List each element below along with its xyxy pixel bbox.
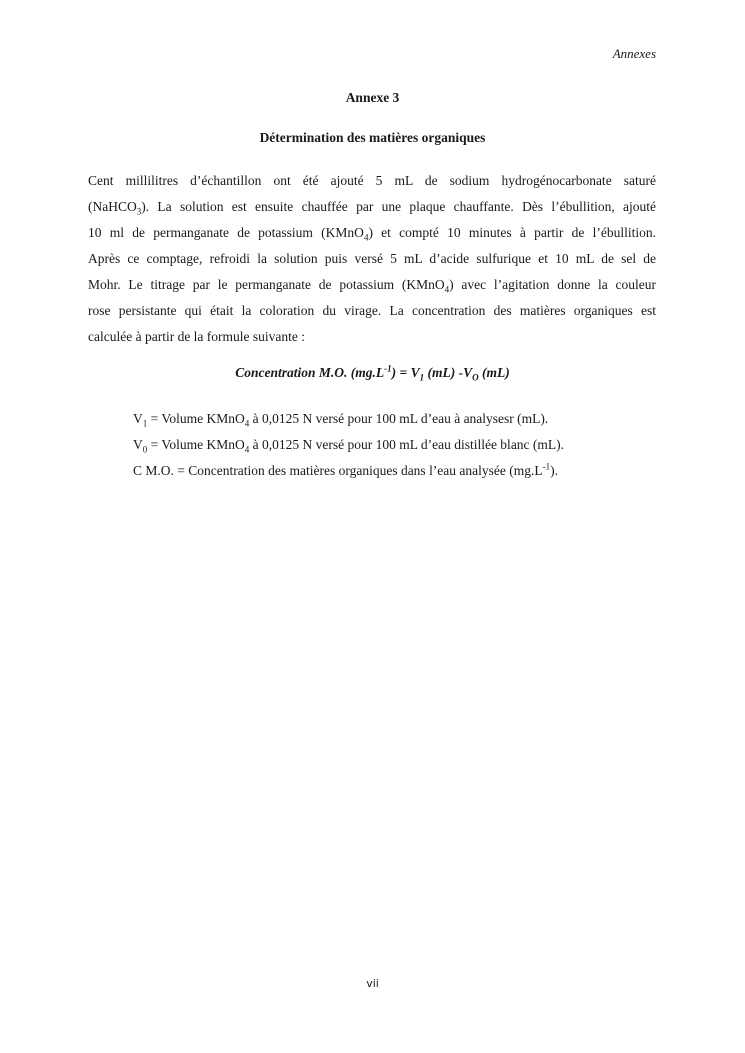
- formula: Concentration M.O. $(mg.L^{-1}) = V_1$ (mL) $-V_O$ (mL): [235, 363, 510, 383]
- annex-number: Annexe 3: [345, 90, 400, 105]
- section-title: Détermination des matières organiques: [259, 130, 486, 145]
- paragraph-line: Mohr. Le titrage par le permanganate de potassium (KMnO$_4$) avec l’agitation donne la couleur: [88, 277, 657, 295]
- paragraph-line: calculée à partir de la formule suivante :: [88, 329, 306, 344]
- paragraph-line: (NaHCO$_3$). La solution est ensuite chauffée par une plaque chauffante. Dès l’ébullition, ajouté: [88, 199, 656, 217]
- paragraph-line: 10 ml de permanganate de potassium (KMnO$_4$) et compté 10 minutes à partir de l’ébullition.: [88, 225, 656, 243]
- definition-v0: $V_0$ = Volume KMnO$_4$ à 0,0125 N versé pour 100 mL d’eau distillée blanc (mL).: [133, 437, 565, 455]
- running-header: Annexes: [612, 46, 656, 61]
- body-paragraph: [88, 168, 656, 350]
- definitions-list: [133, 406, 564, 484]
- paragraph-line: rose persistante qui était la coloration du virage. La concentration des matières organiques est: [88, 303, 656, 318]
- definition-cmo: C M.O. = Concentration des matières organiques dans l’eau analysée $(mg.L^{-1})$.: [133, 461, 559, 478]
- paragraph-line: Cent millilitres d’échantillon ont été ajouté 5 mL de sodium hydrogénocarbonate saturé: [88, 173, 656, 188]
- page-number: vii: [366, 977, 379, 990]
- definition-v1: $V_1$ = Volume KMnO$_4$ à 0,0125 N versé pour 100 mL d’eau à analysesr (mL).: [133, 411, 549, 429]
- paragraph-line: Après ce comptage, refroidi la solution puis versé 5 mL d’acide sulfurique et 10 mL de sel de: [88, 251, 656, 266]
